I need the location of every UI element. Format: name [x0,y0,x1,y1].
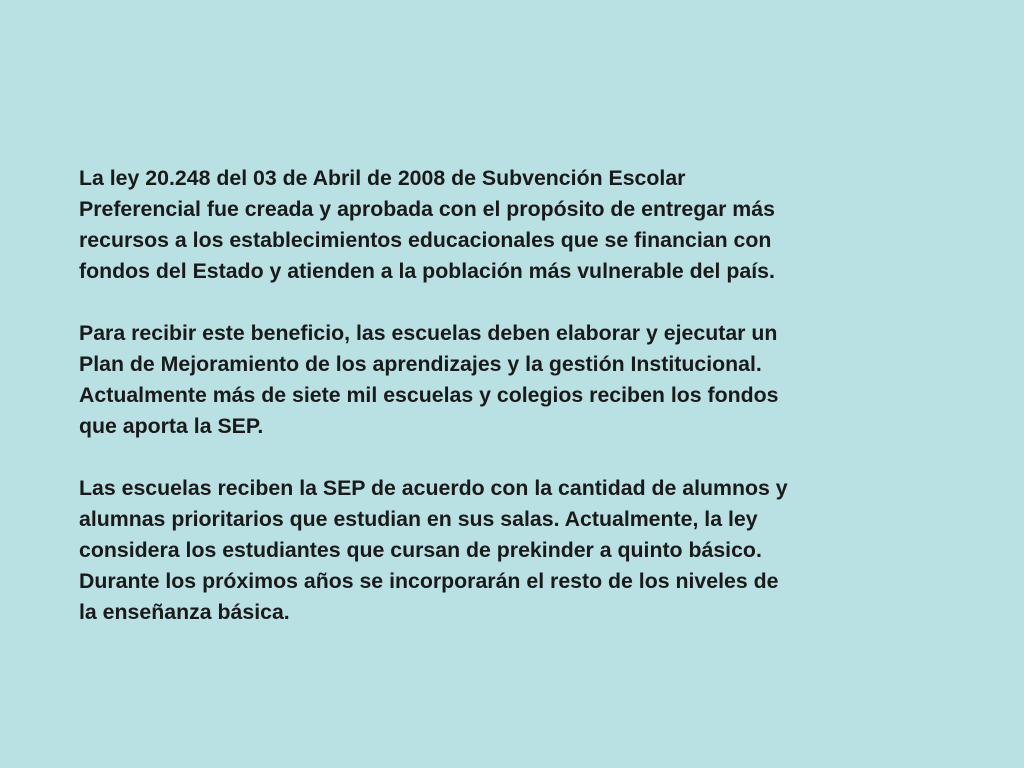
text-line: Plan de Mejoramiento de los aprendizajes y la gestión Institucional. [79,352,762,376]
text-line: Actualmente más de siete mil escuelas y colegios reciben los fondos [79,383,779,407]
paragraph-2 [79,318,949,442]
text-line: Preferencial fue creada y aprobada con el propósito de entregar más [79,197,775,221]
text-line: fondos del Estado y atienden a la población más vulnerable del país. [79,259,775,283]
text-block [79,163,949,628]
text-line: la enseñanza básica. [79,600,290,624]
text-line: alumnas prioritarios que estudian en sus salas. Actualmente, la ley [79,507,758,531]
text-line: Las escuelas reciben la SEP de acuerdo con la cantidad de alumnos y [79,476,788,500]
text-line: que aporta la SEP. [79,414,264,438]
paragraph-3 [79,473,949,628]
paragraph-1 [79,163,949,287]
text-line: Para recibir este beneficio, las escuelas deben elaborar y ejecutar un [79,321,778,345]
text-line: considera los estudiantes que cursan de prekinder a quinto básico. [79,538,762,562]
text-line: La ley 20.248 del 03 de Abril de 2008 de Subvención Escolar [79,166,686,190]
text-line: Durante los próximos años se incorporarán el resto de los niveles de [79,569,779,593]
text-line: recursos a los establecimientos educacionales que se financian con [79,228,772,252]
